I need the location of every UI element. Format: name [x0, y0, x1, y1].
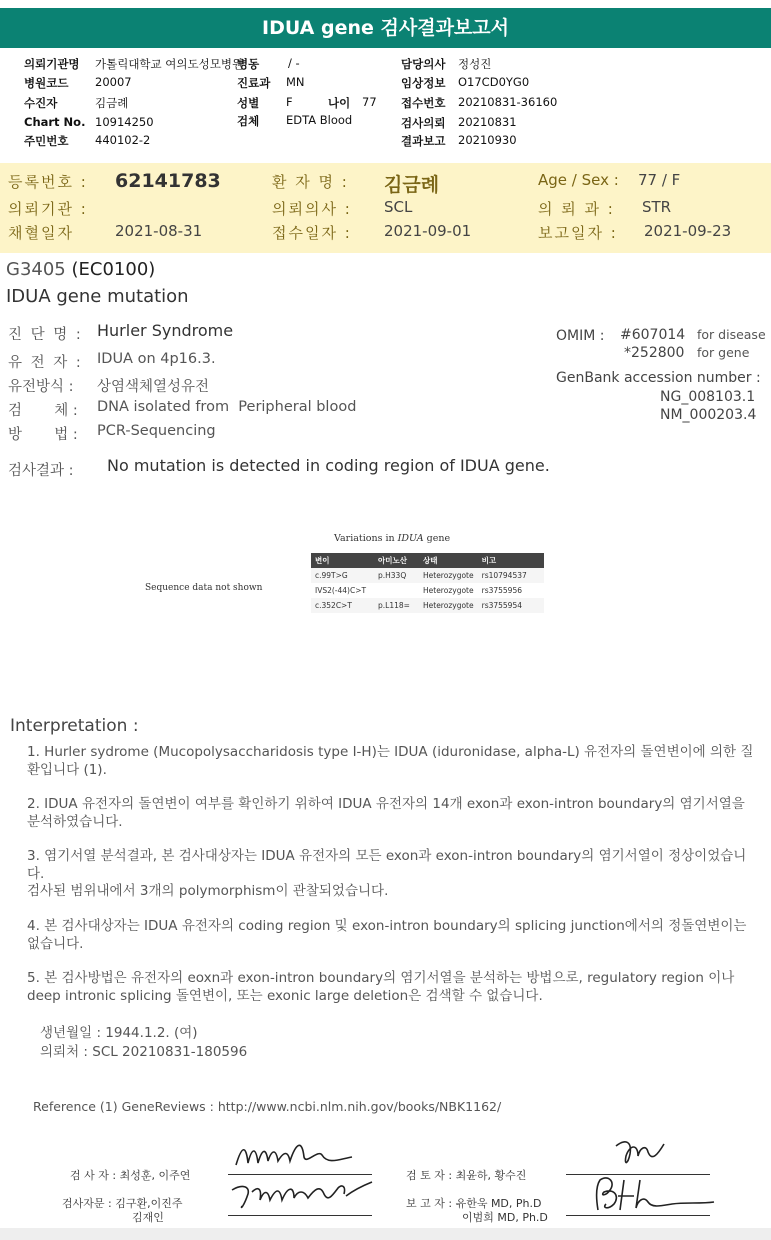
date-of-birth: 생년월일 : 1944.1.2. (여) — [40, 1025, 198, 1041]
cell: IVS2(-44)C>T — [315, 586, 367, 595]
interpretation-p2: 2. IDUA 유전자의 돌연변이 여부를 확인하기 위하여 IDUA 유전자의 14개 exon과 exon-intron boundary의 염기서열을 분석하였습니다. — [27, 796, 745, 830]
omim-disease: #607014 — [620, 327, 686, 343]
inst-label: 의뢰기관 : — [8, 200, 88, 218]
clinical-label: 임상정보 — [401, 76, 446, 90]
hospital-code-label: 병원코드 — [24, 76, 69, 90]
clinical-value: O17CD0YG0 — [458, 75, 530, 89]
advisor-label-2: 김재인 — [132, 1211, 164, 1224]
variations-table — [311, 553, 544, 613]
col-header: 변이 — [311, 553, 374, 568]
cell: p.H33Q — [374, 568, 419, 583]
omim-disease-note: for disease — [697, 327, 766, 342]
receipt-value: 20210831-36160 — [458, 95, 558, 109]
receipt-summary-value: 2021-09-01 — [384, 222, 472, 240]
col-header: 상태 — [419, 553, 478, 568]
omim-gene-note: for gene — [697, 345, 750, 360]
specimen-test-label: 검 체 : — [8, 403, 78, 419]
agesex-label: Age / Sex : — [538, 171, 619, 189]
advisor-label-1: 검사자문 : 김구환,이진주 — [62, 1197, 183, 1210]
dept-value: MN — [286, 75, 305, 89]
gene-value: IDUA on 4p16.3. — [97, 351, 216, 367]
cell: c.99T>G — [311, 568, 374, 583]
cell: rs10794537 — [478, 568, 544, 583]
method-label: 방 법 : — [8, 427, 78, 443]
receipt-summary-label: 접수일자 : — [272, 224, 352, 242]
dept-label: 진료과 — [237, 76, 271, 90]
tester-signature — [232, 1135, 362, 1175]
report-summary-value: 2021-09-23 — [644, 222, 732, 240]
genbank-2: NM_000203.4 — [660, 407, 757, 423]
gene-label: 유 전 자 : — [8, 355, 83, 371]
name-label: 환 자 명 : — [272, 173, 349, 191]
interpretation-p1: 1. Hurler sydrome (Mucopolysaccharidosis type I-H)는 IDUA (iduronidase, alpha-L) 유전자의 돌연변이에 의한 질환입니다 (1). — [27, 744, 754, 778]
requester: 의뢰처 : SCL 20210831-180596 — [40, 1044, 248, 1060]
patient-label: 수진자 — [24, 96, 58, 110]
bottom-strip — [0, 1228, 771, 1240]
reference: Reference (1) GeneReviews : http://www.ncbi.nlm.nih.gov/books/NBK1162/ — [33, 1099, 502, 1114]
inheritance-label: 유전방식 : — [8, 379, 74, 395]
dept-summary-value: STR — [642, 198, 672, 216]
sequence-note: Sequence data not shown — [145, 583, 263, 593]
reg-value: 62141783 — [115, 170, 221, 192]
genbank-label: GenBank accession number : — [556, 370, 761, 386]
dept-summary-label: 의 뢰 과 : — [538, 200, 615, 218]
specimen-test-value: DNA isolated from Peripheral blood — [97, 399, 357, 415]
diagnosis-label: 진 단 명 : — [8, 327, 83, 343]
chart-value: 10914250 — [95, 115, 154, 129]
institution-label: 의뢰기관명 — [24, 57, 80, 71]
cell: rs3755954 — [478, 598, 544, 613]
reporter-signature — [590, 1172, 720, 1216]
doc-label: 의뢰의사 : — [272, 200, 352, 218]
method-value: PCR-Sequencing — [97, 423, 216, 439]
cell: p.L118= — [374, 598, 419, 613]
collect-label: 채혈일자 — [8, 224, 74, 242]
interpretation-title: Interpretation : — [10, 716, 139, 736]
ward-label: 병동 — [237, 57, 260, 71]
result-value: No mutation is detected in coding region of IDUA gene. — [107, 456, 550, 475]
cell: Heterozygote — [419, 598, 478, 613]
reporter-label-2: 이범희 MD, Ph.D — [462, 1211, 548, 1224]
specimen-value: EDTA Blood — [286, 113, 353, 127]
institution-value: 가톨릭대학교 여의도성모병원 — [95, 57, 244, 71]
age-value: 77 — [362, 95, 377, 109]
interpretation-p4: 4. 본 검사대상자는 IDUA 유전자의 coding region 및 exon-intron boundary의 splicing junction에서의 정돌연변이는 없습니다. — [27, 918, 747, 952]
col-header: 비고 — [478, 553, 544, 568]
variations-title: Variations in IDUA gene — [334, 533, 451, 544]
doc-value: SCL — [384, 198, 413, 216]
table-row — [311, 583, 544, 598]
name-value: 김금례 — [384, 174, 440, 196]
agesex-value: 77 / F — [638, 171, 681, 189]
doctor-value: 정성진 — [458, 57, 492, 71]
reviewer-signature — [612, 1134, 682, 1172]
specimen-label: 검체 — [237, 114, 260, 128]
age-label: 나이 — [328, 96, 351, 110]
test-code: G3405 (EC0100) — [6, 259, 156, 280]
doctor-label: 담당의사 — [401, 57, 446, 71]
table-row — [311, 598, 544, 613]
report-date-label: 결과보고 — [401, 134, 446, 148]
omim-label: OMIM : — [556, 328, 605, 344]
inheritance-value: 상염색체열성유전 — [97, 379, 210, 395]
reviewer-label: 검 토 자 : 최윤하, 황수진 — [406, 1169, 527, 1182]
advisor-signature — [228, 1176, 378, 1216]
sex-label: 성별 — [237, 96, 260, 110]
col-header: 아미노산 — [374, 553, 419, 568]
receipt-label: 접수번호 — [401, 96, 446, 110]
cell — [374, 583, 419, 598]
test-name: IDUA gene mutation — [6, 286, 189, 307]
ward-value: / - — [288, 56, 300, 70]
cell: Heterozygote — [419, 568, 478, 583]
reg-label: 등록번호 : — [8, 173, 88, 191]
interpretation-p3b: 검사된 범위내에서 3개의 polymorphism이 관찰되었습니다. — [27, 883, 389, 899]
result-label: 검사결과 : — [8, 463, 74, 479]
hospital-code-value: 20007 — [95, 75, 132, 89]
collect-value: 2021-08-31 — [115, 222, 203, 240]
table-row — [311, 568, 544, 583]
cell: rs3755956 — [481, 586, 523, 595]
report-date-value: 20210930 — [458, 133, 517, 147]
genbank-1: NG_008103.1 — [660, 389, 756, 405]
chart-label: Chart No. — [24, 115, 86, 129]
patient-value: 김금례 — [95, 96, 129, 110]
sex-value: F — [286, 95, 293, 109]
interpretation-p3a: 3. 염기서열 분석결과, 본 검사대상자는 IDUA 유전자의 모든 exon과 exon-intron boundary의 염기서열이 정상이었습니다. — [27, 848, 747, 882]
omim-gene: *252800 — [624, 345, 685, 361]
report-summary-label: 보고일자 : — [538, 224, 618, 242]
resident-value: 440102-2 — [95, 133, 151, 147]
interpretation-p5: 5. 본 검사방법은 유전자의 eoxn과 exon-intron boundary의 염기서열을 분석하는 방법으로, regulatory region 이나 deep intronic splicing 돌연변이, 또는 exonic large deletion은 검색할 수 없습니다. — [27, 970, 735, 1004]
report-title: IDUA gene 검사결과보고서 — [0, 8, 771, 48]
reporter-label-1: 보 고 자 : 유한욱 MD, Ph.D — [406, 1197, 542, 1210]
cell: c.352C>T — [311, 598, 374, 613]
request-value: 20210831 — [458, 115, 517, 129]
diagnosis-value: Hurler Syndrome — [97, 321, 234, 340]
cell: Heterozygote — [423, 586, 474, 595]
tester-label: 검 사 자 : 최성훈, 이주연 — [70, 1169, 191, 1182]
request-label: 검사의뢰 — [401, 116, 446, 130]
resident-label: 주민번호 — [24, 134, 69, 148]
